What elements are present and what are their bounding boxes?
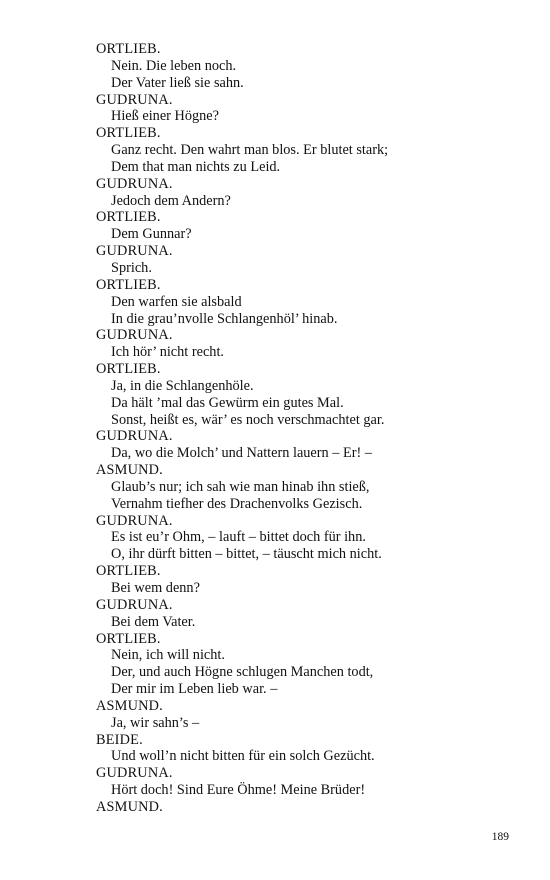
verse-line: Jedoch dem Andern? xyxy=(111,192,231,209)
speaker-name: GUDRUNA. xyxy=(96,327,173,344)
speaker-name: ASMUND. xyxy=(96,462,163,479)
speaker-name: ASMUND. xyxy=(96,798,163,815)
speaker-name: GUDRUNA. xyxy=(96,428,173,445)
verse-line: Da, wo die Molch’ und Nattern lauern – Er! – xyxy=(111,445,372,462)
speaker-name: GUDRUNA. xyxy=(96,596,173,613)
speaker-name: ORTLIEB. xyxy=(96,361,161,378)
speaker-name: GUDRUNA. xyxy=(96,175,173,192)
verse-line: Ich hör’ nicht recht. xyxy=(111,344,224,361)
speaker-name: ORTLIEB. xyxy=(96,563,161,580)
verse-line: Hört doch! Sind Eure Öhme! Meine Brüder! xyxy=(111,782,366,799)
verse-line: Nein, ich will nicht. xyxy=(111,647,225,664)
verse-line: Der mir im Leben lieb war. – xyxy=(111,681,278,698)
verse-line: In die grau’nvolle Schlangenhöl’ hinab. xyxy=(111,310,338,327)
verse-line: Den warfen sie alsbald xyxy=(111,293,242,310)
verse-line: O, ihr dürft bitten – bittet, – täuscht mich nicht. xyxy=(111,546,382,563)
speaker-name: BEIDE. xyxy=(96,731,143,748)
verse-line: Hieß einer Högne? xyxy=(111,108,219,125)
speaker-name: GUDRUNA. xyxy=(96,765,173,782)
verse-line: Der Vater ließ sie sahn. xyxy=(111,74,244,91)
verse-line: Glaub’s nur; ich sah wie man hinab ihn stieß, xyxy=(111,478,370,495)
speaker-name: ORTLIEB. xyxy=(96,209,161,226)
speaker-name: ORTLIEB. xyxy=(96,125,161,142)
speaker-name: ORTLIEB. xyxy=(96,630,161,647)
verse-line: Bei dem Vater. xyxy=(111,613,196,630)
page-number: 189 xyxy=(491,831,509,843)
verse-line: Ganz recht. Den wahrt man blos. Er blutet stark; xyxy=(111,142,389,159)
verse-line: Dem that man nichts zu Leid. xyxy=(111,158,281,175)
speaker-name: ORTLIEB. xyxy=(96,41,161,57)
verse-line: Bei wem denn? xyxy=(111,580,200,596)
speaker-name: GUDRUNA. xyxy=(96,512,173,529)
verse-line: Nein. Die leben noch. xyxy=(111,57,237,74)
speaker-name: ASMUND. xyxy=(96,697,163,714)
verse-line: Da hält ’mal das Gewürm ein gutes Mal. xyxy=(111,394,344,411)
verse-line: Es ist eu’r Ohm, – lauft – bittet doch für ihn. xyxy=(111,529,366,546)
verse-line: Ja, in die Schlangenhöle. xyxy=(111,377,254,394)
verse-line: Ja, wir sahn’s – xyxy=(111,714,200,731)
verse-line: Dem Gunnar? xyxy=(111,226,192,243)
drama-text xyxy=(96,41,526,816)
verse-line: Der, und auch Högne schlugen Manchen todt, xyxy=(111,664,374,681)
speaker-name: GUDRUNA. xyxy=(96,91,173,108)
verse-line: Und woll’n nicht bitten für ein solch Gezücht. xyxy=(111,748,375,765)
verse-line: Sonst, heißt es, wär’ es noch verschmachtet gar. xyxy=(111,411,385,428)
speaker-name: ORTLIEB. xyxy=(96,276,161,293)
verse-line: Vernahm tiefher des Drachenvolks Gezisch. xyxy=(111,495,363,512)
speaker-name: GUDRUNA. xyxy=(96,243,173,260)
verse-line: Sprich. xyxy=(111,259,152,276)
